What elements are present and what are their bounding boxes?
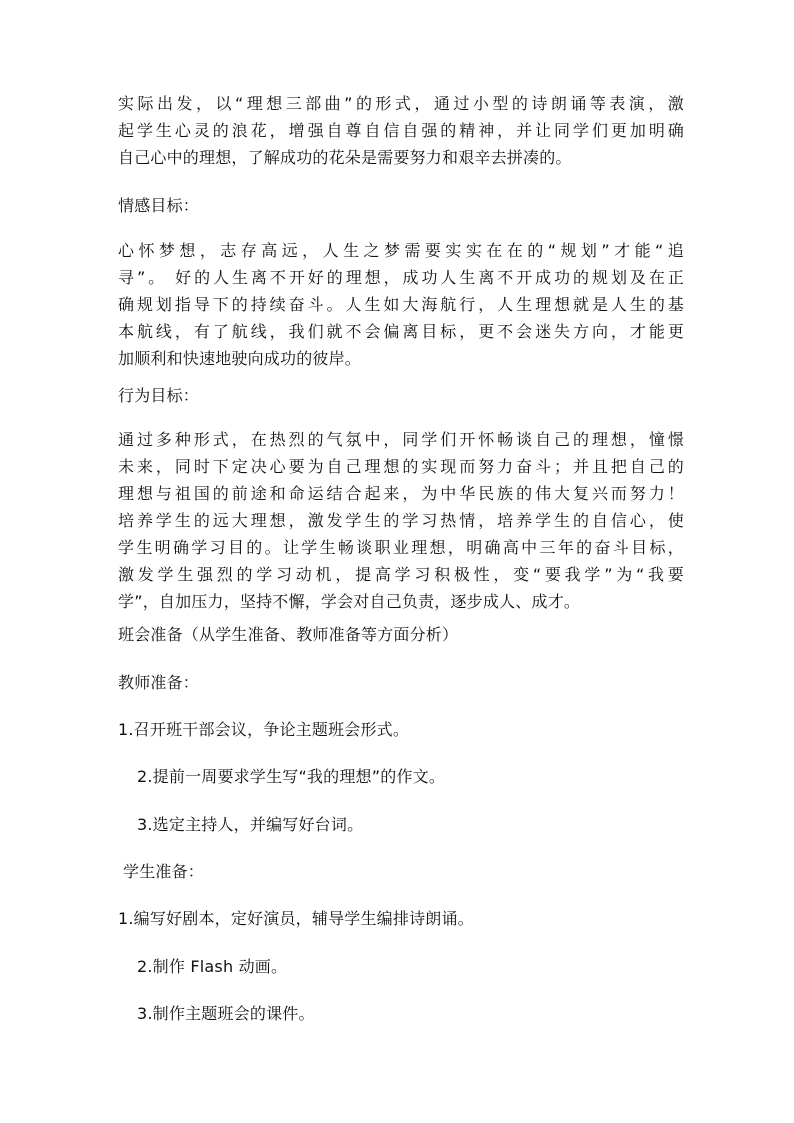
text-line: 自己心中的理想，了解成功的花朵是需要努力和艰辛去拼凑的。	[118, 148, 572, 167]
heading-text: 行为目标：	[118, 386, 200, 405]
text-line: 学生明确学习目的。让学生畅谈职业理想，明确高中三年的奋斗目标，	[118, 538, 684, 557]
behavior-heading	[118, 382, 684, 409]
list-item: 2.制作 Flash 动画。	[137, 957, 288, 976]
text-line: 本航线，有了航线，我们就不会偏离目标，更不会迷失方向，才能更	[118, 322, 684, 341]
list-item: 3.选定主持人，并编写好台词。	[137, 815, 364, 834]
heading-text: 班会准备（从学生准备、教师准备等方面分析）	[118, 625, 459, 644]
teacher-item	[118, 716, 684, 743]
text-line: 培养学生的远大理想，激发学生的学习热情，培养学生的自信心，使	[118, 511, 684, 530]
prep-heading	[118, 621, 684, 648]
student-item	[137, 1000, 703, 1027]
text-line: 寻”。 好的人生离不开好的理想，成功人生离不开成功的规划及在正	[118, 268, 684, 287]
text-line: 理想与祖国的前途和命运结合起来，为中华民族的伟大复兴而努力！	[118, 484, 684, 503]
text-line: 心怀梦想，志存高远，人生之梦需要实实在在的“规划”才能“追	[118, 241, 684, 260]
text-line: 未来，同时下定决心要为自己理想的实现而努力奋斗；并且把自己的	[118, 457, 684, 476]
heading-text: 教师准备：	[118, 673, 200, 692]
list-item: 1.召开班干部会议，争论主题班会形式。	[118, 720, 410, 739]
teacher-item	[137, 763, 703, 790]
emotion-paragraph	[118, 237, 684, 372]
emotion-heading	[118, 192, 684, 219]
student-item	[118, 905, 684, 932]
student-heading	[123, 858, 689, 885]
text-line: 加顺利和快速地驶向成功的彼岸。	[118, 349, 362, 368]
text-line: 起学生心灵的浪花，增强自尊自信自强的精神，并让同学们更加明确	[118, 121, 684, 140]
teacher-heading	[118, 669, 684, 696]
student-item	[137, 953, 703, 980]
text-line: 学”，自加压力，坚持不懈，学会对自己负责，逐步成人、成才。	[118, 592, 581, 611]
heading-text: 学生准备：	[123, 862, 205, 881]
intro-paragraph	[118, 90, 684, 171]
text-line: 确规划指导下的持续奋斗。人生如大海航行，人生理想就是人生的基	[118, 295, 684, 314]
list-item: 1.编写好剧本，定好演员，辅导学生编排诗朗诵。	[118, 909, 474, 928]
list-item: 2.提前一周要求学生写“我的理想”的作文。	[137, 767, 446, 786]
text-line: 通过多种形式，在热烈的气氛中，同学们开怀畅谈自己的理想，憧憬	[118, 430, 684, 449]
heading-text: 情感目标：	[118, 196, 200, 215]
text-line: 实际出发，以“理想三部曲”的形式，通过小型的诗朗诵等表演，激	[118, 94, 684, 113]
behavior-paragraph	[118, 426, 684, 615]
text-line: 激发学生强烈的学习动机，提高学习积极性，变“要我学”为“我要	[118, 565, 684, 584]
list-item: 3.制作主题班会的课件。	[137, 1004, 315, 1023]
teacher-item	[137, 811, 703, 838]
